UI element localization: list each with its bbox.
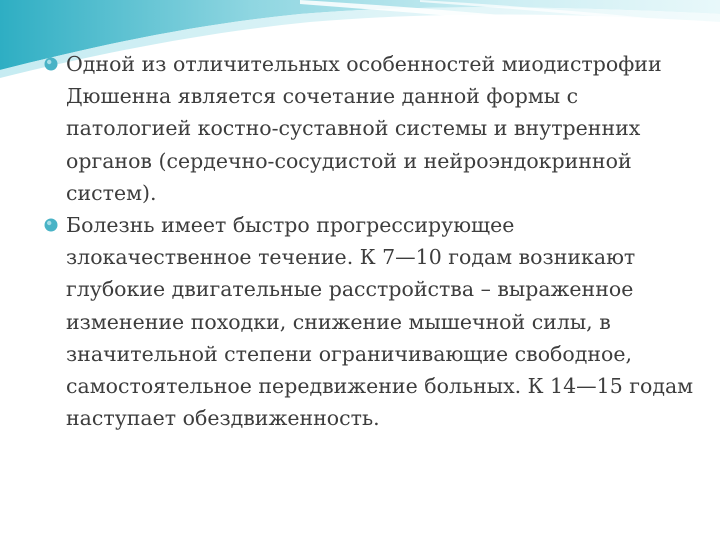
circle-bullet-icon [44, 57, 58, 71]
bullet-text-2: Болезнь имеет быстро прогрессирующее злокачественное течение. К 7—10 годам возникают глубокие двигательные расстройства – выраженное изменение походки, снижение мышечной силы, в значительной степени ограничивающие свободное, самостоятельное передвижение больных. К 14—15 годам наступает обездвиженность. [66, 213, 694, 431]
circle-bullet-icon [44, 218, 58, 232]
bullet-list [44, 48, 694, 434]
bullet-text-1: Одной из отличительных особенностей миодистрофии Дюшенна является сочетание данной формы с патологией костно-суставной системы и внутренних органов (сердечно-сосудистой и нейроэндокринной систем). [66, 52, 662, 205]
bullet-item-1 [44, 48, 694, 209]
bullet-item-2 [44, 209, 694, 434]
